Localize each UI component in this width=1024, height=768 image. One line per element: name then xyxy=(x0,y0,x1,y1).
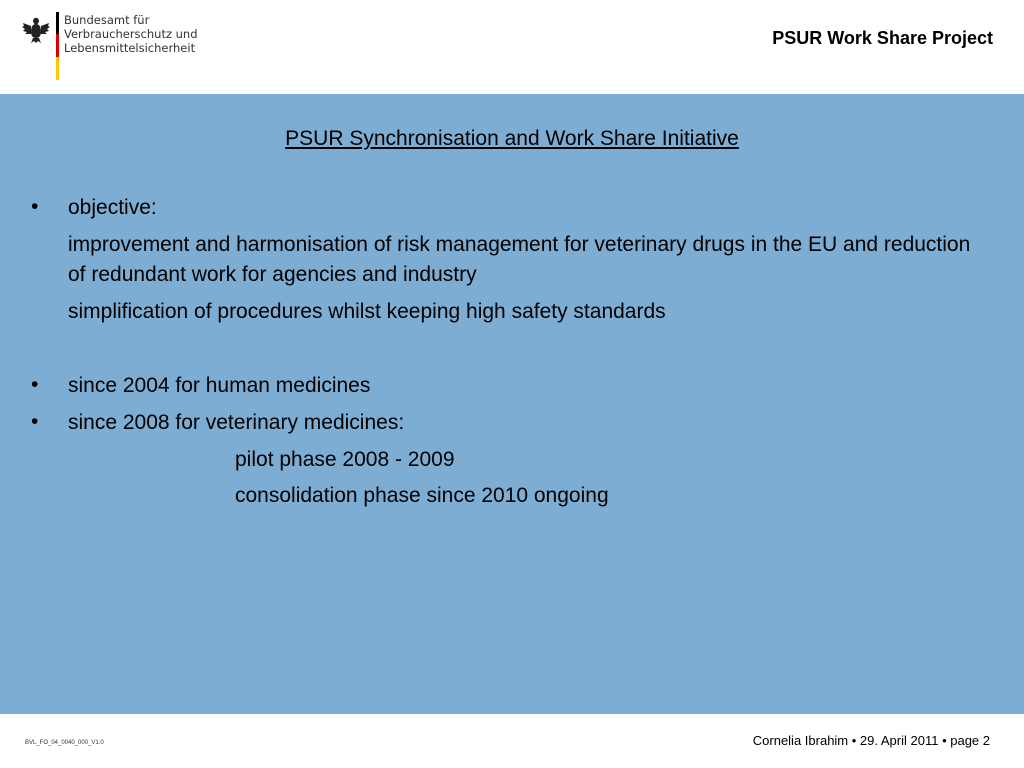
agency-logo xyxy=(22,12,222,82)
agency-name-line-1: Bundesamt für xyxy=(64,13,150,27)
flag-gold-stripe xyxy=(56,57,59,80)
document-code: BVL_FO_04_0040_000_V1.0 xyxy=(25,740,104,746)
bullet-marker: • xyxy=(31,410,39,433)
slide-header xyxy=(0,0,1024,94)
bullet-marker: • xyxy=(31,373,39,396)
veterinary-medicines-item: since 2008 for veterinary medicines: xyxy=(68,411,405,434)
agency-name-line-3: Lebensmittelsicherheit xyxy=(64,41,196,55)
flag-stripes xyxy=(56,12,59,80)
content-panel xyxy=(0,94,1024,714)
human-medicines-item: since 2004 for human medicines xyxy=(68,374,371,397)
objective-simplification: simplification of procedures whilst keeping high safety standards xyxy=(68,300,666,323)
flag-red-stripe xyxy=(56,34,59,57)
slide-title: PSUR Synchronisation and Work Share Initiative xyxy=(285,127,739,150)
agency-name-line-2: Verbraucherschutz und xyxy=(64,27,198,41)
objective-description: improvement and harmonisation of risk management for veterinary drugs in the EU and reduction of redundant work for agencies and industry xyxy=(68,233,971,286)
agency-name xyxy=(64,13,198,55)
flag-black-stripe xyxy=(56,12,59,34)
bullet-marker: • xyxy=(31,195,39,218)
consolidation-phase-item: consolidation phase since 2010 ongoing xyxy=(235,484,609,507)
footer-info: Cornelia Ibrahim • 29. April 2011 • page 2 xyxy=(752,733,990,748)
pilot-phase-item: pilot phase 2008 - 2009 xyxy=(235,448,455,471)
objective-label: objective: xyxy=(68,196,157,219)
federal-eagle-icon xyxy=(22,14,50,44)
project-title: PSUR Work Share Project xyxy=(772,28,993,48)
